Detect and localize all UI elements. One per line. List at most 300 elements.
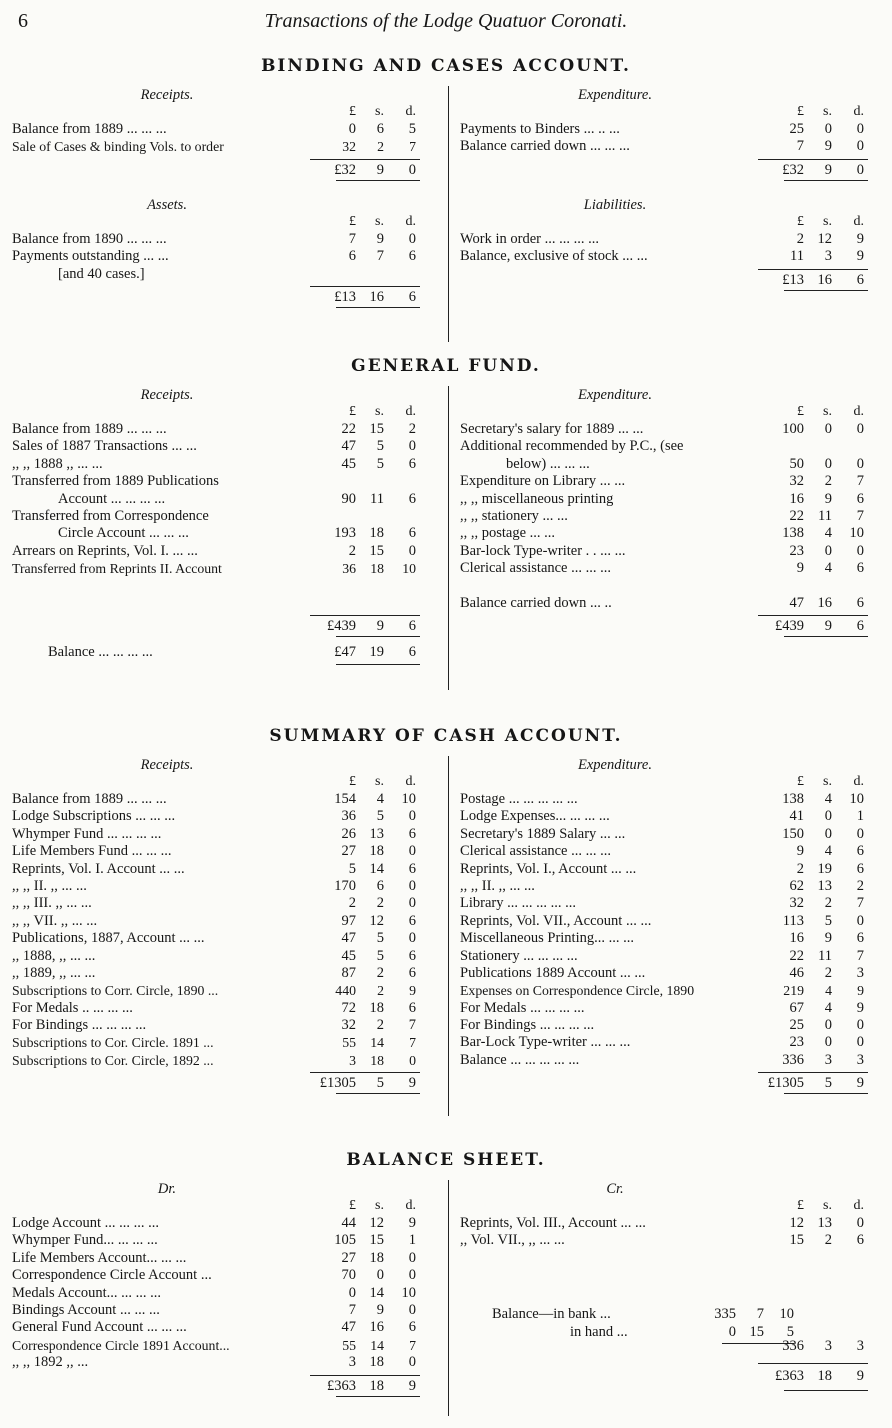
ledger-row (460, 913, 880, 930)
balance-sheet: BALANCE SHEET. Dr. £ s. d. Lodge Account ... ... ... ... 44 12 9 Whymper Fund... ... ... ... 105 15 1 Life Members Account... ... ... 27 18 0 Correspondence Circle Account ... 70 0 0 Medals Account... ... ... ... 0 14 10 Bindings Account ... ... ... 7 9 0 General Fund Account ... ... ... 47 16 6 Correspondence Circle 1891 Account... 55 14 7 ,, ,, 1892 ,, ... 3 18 0 £363 18 9 Cr. £ s. d. Reprints, Vol. III., Account ... ... 12 13 0 ,, Vol. VII., ,, ... ... 15 2 6 Balance—in bank ... 335 7 10 in hand ... 0 15 5 336 3 3 £363 18 9 (12, 1150, 880, 1418)
ledger-row (460, 861, 880, 878)
shillings: 4 (824, 560, 832, 577)
total-rule (310, 159, 420, 160)
row-label: Balance, exclusive of stock ... ... (460, 248, 648, 265)
double-rule (336, 1396, 420, 1397)
row-label: ,, Vol. VII., ,, ... ... (460, 1232, 565, 1249)
pence: 6 (408, 999, 416, 1016)
total-row (460, 156, 880, 182)
lsd-label: £ (797, 1198, 804, 1213)
ledger-row (460, 231, 880, 248)
ledger-row (460, 1215, 880, 1232)
pounds: 0 (348, 1284, 356, 1301)
lsd-label: s. (375, 774, 384, 789)
shillings: 0 (824, 542, 832, 559)
row-label: ,, ,, II. ,, ... ... (460, 877, 535, 894)
shillings: 2 (376, 895, 384, 912)
total-shillings: 5 (376, 1075, 384, 1092)
pounds: 9 (796, 843, 804, 860)
pence: 0 (856, 455, 864, 472)
pounds: 36 (342, 561, 356, 577)
row-label: Arrears on Reprints, Vol. I. ... ... (12, 542, 198, 559)
total-pence: 6 (856, 271, 864, 288)
pounds: 150 (782, 825, 804, 842)
lsd-label: £ (349, 104, 356, 119)
ledger-row (460, 1000, 880, 1017)
pounds: 87 (341, 964, 356, 981)
shillings: 16 (369, 1319, 384, 1336)
pounds: 0 (348, 121, 356, 137)
pence: 0 (856, 138, 864, 155)
pence: 6 (856, 490, 864, 507)
lsd-label: s. (375, 1198, 384, 1213)
pence: 0 (856, 825, 864, 842)
ledger-row (460, 982, 880, 999)
pounds: 11 (790, 248, 804, 265)
row-label: Bar-lock Type-writer . . ... ... (460, 542, 626, 559)
row-label: Whymper Fund... ... ... ... (12, 1232, 158, 1249)
row-label: Reprints, Vol. I. Account ... ... (12, 860, 185, 877)
total-rule (310, 615, 420, 616)
receipts-block (12, 86, 432, 182)
total-pounds: £32 (334, 161, 356, 178)
shillings: 4 (824, 525, 832, 542)
shillings: 0 (824, 808, 832, 825)
pence: 10 (849, 791, 864, 807)
section-title: SUMMARY OF CASH ACCOUNT. (269, 726, 623, 746)
total-pence: 0 (856, 161, 864, 178)
total-pence: 9 (408, 1377, 416, 1394)
row-label: Payments to Binders ... .. ... (460, 121, 620, 137)
ledger-row (460, 138, 880, 155)
shillings: 12 (369, 912, 384, 929)
pounds: 32 (342, 139, 356, 155)
ledger-row (460, 508, 880, 525)
shillings: 2 (376, 964, 384, 981)
row-label: ,, 1888, ,, ... ... (12, 947, 96, 964)
row-label: ,, ,, 1888 ,, ... ... (12, 455, 103, 472)
row-label: Subscriptions to Cor. Circle, 1892 ... (12, 1052, 214, 1068)
pounds: 22 (341, 421, 356, 437)
row-label: ,, ,, VII. ,, ... ... (12, 912, 98, 929)
pounds: 97 (341, 912, 356, 929)
ledger-row (460, 1017, 880, 1034)
debit-block (12, 1180, 432, 1398)
pence: 6 (408, 860, 416, 877)
pence: 6 (856, 860, 864, 877)
total-pence: 6 (408, 288, 416, 305)
pounds: 2 (348, 895, 356, 912)
column-heading: Receipts. (140, 387, 194, 403)
row-label: Secretary's 1889 Salary ... ... (460, 825, 626, 842)
running-title: Transactions of the Lodge Quatuor Coronati. (264, 10, 628, 32)
lsd-label: s. (823, 404, 832, 419)
shillings: 13 (817, 877, 832, 894)
receipts-block (12, 386, 432, 638)
pounds: 7 (796, 138, 804, 155)
row-label: For Bindings ... ... ... ... (460, 1017, 595, 1034)
ledger-row (460, 1034, 880, 1051)
pounds: 9 (796, 560, 804, 577)
pence: 9 (856, 999, 864, 1016)
pounds: 41 (789, 808, 804, 825)
shillings: 0 (824, 455, 832, 472)
pence: 1 (408, 1232, 416, 1249)
pence: 0 (408, 438, 416, 455)
shillings: 11 (818, 947, 832, 964)
pence: 3 (856, 1051, 864, 1068)
total-pounds: £1305 (767, 1075, 804, 1092)
row-label: Work in order ... ... ... ... (460, 230, 599, 247)
pence: 6 (408, 455, 416, 472)
pence: 10 (401, 1284, 416, 1301)
pounds: 47 (341, 438, 356, 455)
row-label: Balance ... ... ... ... ... (460, 1051, 580, 1068)
pounds: 55 (342, 1337, 356, 1353)
ledger-row (12, 248, 432, 265)
shillings: 0 (376, 1267, 384, 1284)
ledger-row (12, 965, 432, 982)
pounds: 32 (789, 473, 804, 490)
pence: 6 (408, 912, 416, 929)
pounds: 90 (341, 490, 356, 507)
shillings: 9 (824, 930, 832, 947)
ledger-row (12, 266, 432, 283)
lsd-label: s. (823, 1198, 832, 1213)
row-label: ,, ,, 1892 ,, ... (12, 1354, 89, 1371)
ledger-row (460, 578, 880, 595)
row-label: Publications 1889 Account ... ... (460, 964, 646, 981)
lsd-label: d. (853, 404, 864, 419)
pence: 6 (856, 930, 864, 947)
row-label: Medals Account... ... ... ... (12, 1284, 162, 1301)
column-heading: Expenditure. (578, 757, 652, 773)
credit-block (460, 1180, 880, 1250)
total-pounds: £439 (775, 618, 804, 635)
shillings: 9 (376, 230, 384, 247)
ledger-row (12, 1017, 432, 1034)
row-label: Payments outstanding ... ... (12, 248, 169, 265)
pounds: 170 (334, 877, 356, 894)
shillings: 9 (376, 1301, 384, 1318)
shillings: 18 (369, 1354, 384, 1371)
column-heading: Expenditure. (578, 387, 652, 403)
shillings: 18 (369, 843, 384, 860)
pounds: 50 (789, 455, 804, 472)
ledger-row (12, 508, 432, 525)
lsd-label: s. (375, 404, 384, 419)
pounds: 23 (789, 1034, 804, 1051)
pounds: 2 (796, 860, 804, 877)
pounds: 113 (782, 912, 804, 929)
column-heading: Liabilities. (583, 196, 647, 213)
pounds: 440 (335, 983, 356, 999)
total-rule (758, 159, 868, 160)
shillings: 18 (370, 1052, 384, 1068)
ledger-row (460, 121, 880, 138)
pence: 9 (856, 230, 864, 247)
ledger-row (460, 791, 880, 808)
shillings: 13 (369, 825, 384, 842)
shillings: 15 (369, 421, 384, 437)
total-rule (310, 1375, 420, 1376)
row-label: Subscriptions to Cor. Circle. 1891 ... (12, 1035, 214, 1051)
summary-cash-account (12, 726, 880, 1118)
row-label: Whymper Fund ... ... ... ... (12, 825, 162, 842)
total-shillings: 9 (376, 618, 384, 635)
row-label: Stationery ... ... ... ... (460, 947, 578, 964)
ledger-row (12, 930, 432, 947)
ledger-row (460, 826, 880, 843)
expenditure-block (460, 86, 880, 182)
shillings: 2 (824, 895, 832, 912)
ledger-row (12, 913, 432, 930)
row-label: Bindings Account ... ... ... (12, 1301, 160, 1318)
row-label: For Medals ... ... ... ... (460, 999, 585, 1016)
pounds: 3 (348, 1354, 356, 1371)
pence: 7 (856, 947, 864, 964)
pence: 0 (408, 230, 416, 247)
assets-block (12, 196, 432, 309)
row-label: Transferred from Correspondence (12, 507, 209, 524)
total-shillings: 16 (817, 271, 832, 288)
total-values (12, 617, 432, 635)
row-label: Life Members Fund ... ... ... (12, 843, 172, 860)
ledger-row (12, 895, 432, 912)
ledger-row (460, 1232, 880, 1249)
lsd-label: £ (797, 774, 804, 789)
double-rule (336, 307, 420, 308)
total-pounds: £1305 (319, 1075, 356, 1092)
pence: 0 (856, 542, 864, 559)
ledger-row (12, 473, 432, 490)
pence: 0 (408, 542, 416, 559)
row-label: ,, ,, stationery ... ... (460, 507, 568, 524)
pence: 10 (402, 561, 416, 577)
pence: 6 (408, 525, 416, 542)
pounds: 27 (341, 1249, 356, 1266)
total-values (12, 161, 432, 179)
shillings: 13 (817, 1215, 832, 1231)
row-label: Transferred from Reprints II. Account (12, 561, 222, 577)
total-row (12, 612, 432, 638)
row-label: Secretary's salary for 1889 ... ... (460, 421, 644, 437)
ledger-row (12, 861, 432, 878)
ledger-row (460, 595, 880, 612)
shillings: 6 (376, 121, 384, 137)
ledger-row (12, 1232, 432, 1249)
pence: 1 (856, 808, 864, 825)
lsd-label: £ (349, 774, 356, 789)
lsd-label: s. (823, 104, 832, 119)
ledger-row (460, 543, 880, 560)
total-rule (758, 269, 868, 270)
column-heading: Receipts. (140, 757, 194, 773)
section-title: BINDING AND CASES ACCOUNT. (261, 56, 631, 76)
ledger-row (12, 1250, 432, 1267)
shillings: 3 (824, 248, 832, 265)
row-label: Reprints, Vol. VII., Account ... ... (460, 912, 652, 929)
shillings: 4 (824, 999, 832, 1016)
pence: 2 (856, 877, 864, 894)
row-label: ,, ,, miscellaneous printing (460, 490, 614, 507)
ledger-row (12, 791, 432, 808)
ledger-row (12, 1215, 432, 1232)
ledger-row (12, 982, 432, 999)
lsd-label: £ (797, 104, 804, 119)
shillings: 14 (370, 1337, 384, 1353)
total-row (12, 1372, 432, 1398)
pence: 0 (408, 895, 416, 912)
total-pence: 6 (856, 618, 864, 635)
double-rule (336, 636, 420, 637)
total-pounds: £439 (327, 618, 356, 635)
row-label: Additional recommended by P.C., (see (460, 438, 684, 455)
pounds: 138 (782, 791, 804, 807)
pence: 7 (856, 895, 864, 912)
total-row (460, 266, 880, 292)
pounds: 7 (348, 230, 356, 247)
pounds: 27 (341, 843, 356, 860)
row-label: Balance from 1889 ... ... ... (12, 121, 167, 137)
shillings: 2 (377, 983, 384, 999)
total-pounds: £13 (334, 288, 356, 305)
pence: 6 (856, 594, 864, 611)
total-values (12, 288, 432, 306)
pounds: 15 (789, 1232, 804, 1249)
row-label: For Medals .. ... ... ... (12, 999, 133, 1016)
shillings: 0 (824, 1034, 832, 1051)
total-row (12, 1069, 432, 1095)
pounds: 3 (349, 1052, 356, 1068)
total-values (12, 1377, 432, 1395)
ledger-row (460, 948, 880, 965)
pounds: 16 (789, 490, 804, 507)
lsd-label: d. (405, 213, 416, 229)
lsd-header (12, 774, 432, 791)
shillings: 5 (376, 947, 384, 964)
column-heading: Expenditure. (578, 87, 652, 103)
ledger-row (12, 1337, 432, 1354)
ledger-row (12, 1052, 432, 1069)
pounds: 47 (789, 594, 804, 611)
pounds: 26 (341, 825, 356, 842)
binding-cases-account (12, 56, 880, 344)
ledger-row (12, 826, 432, 843)
balance-row: Balance ... ... ... ... £47 19 6 (48, 644, 416, 661)
pounds: 22 (789, 507, 804, 524)
ledger-row (12, 138, 432, 155)
pence: 7 (856, 473, 864, 490)
row-label: Circle Account ... ... ... (58, 525, 189, 542)
pounds: 47 (341, 1319, 356, 1336)
row-label: Balance from 1889 ... ... ... (12, 421, 167, 437)
pence: 0 (408, 808, 416, 825)
pence: 0 (856, 1034, 864, 1051)
ledger-row (12, 808, 432, 825)
total-pounds: £13 (782, 271, 804, 288)
row-label: Correspondence Circle Account ... (12, 1267, 212, 1284)
pounds: 70 (341, 1267, 356, 1284)
row-label: ,, ,, postage ... ... (460, 525, 556, 542)
shillings: 5 (824, 912, 832, 929)
total-row (460, 1069, 880, 1095)
total-values (460, 1074, 880, 1092)
ledger-row (12, 543, 432, 560)
pence: 5 (408, 121, 416, 137)
pence: 0 (408, 1354, 416, 1371)
row-label: Subscriptions to Corr. Circle, 1890 ... (12, 983, 219, 999)
pence: 7 (856, 507, 864, 524)
shillings: 5 (376, 438, 384, 455)
row-label: ,, 1889, ,, ... ... (12, 964, 96, 981)
total-pence: 9 (408, 1075, 416, 1092)
pounds: 7 (348, 1301, 356, 1318)
shillings: 18 (370, 561, 384, 577)
row-label: Balance carried down ... .. (460, 594, 612, 611)
shillings: 16 (817, 594, 832, 611)
pence: 6 (408, 825, 416, 842)
double-rule (336, 180, 420, 181)
lsd-label: d. (853, 213, 864, 229)
pounds: 2 (796, 230, 804, 247)
total-values (12, 1074, 432, 1092)
pounds: 23 (789, 542, 804, 559)
lsd-label: s. (823, 213, 832, 229)
pounds: 32 (789, 895, 804, 912)
pounds: 336 (782, 1051, 804, 1068)
pence: 6 (408, 947, 416, 964)
shillings: 14 (369, 1284, 384, 1301)
ledger-row (12, 1000, 432, 1017)
pence: 0 (408, 1249, 416, 1266)
ledger-row (12, 1285, 432, 1302)
expenditure-block (460, 756, 880, 1095)
ledger-row (460, 930, 880, 947)
pence: 6 (408, 964, 416, 981)
lsd-label: s. (823, 774, 832, 789)
pounds: 12 (789, 1215, 804, 1231)
pounds: 5 (348, 860, 356, 877)
total-pence: 9 (856, 1075, 864, 1092)
total-row (12, 156, 432, 182)
row-label: Expenses on Correspondence Circle, 1890 (460, 983, 695, 999)
double-rule (784, 636, 868, 637)
total-shillings: 9 (824, 618, 832, 635)
column-heading: Dr. (157, 1181, 177, 1197)
lsd-header (460, 214, 880, 231)
shillings: 4 (824, 843, 832, 860)
ledger-row (12, 438, 432, 455)
pence: 7 (409, 1035, 416, 1051)
pence: 0 (408, 930, 416, 947)
pounds: 44 (341, 1215, 356, 1231)
shillings: 12 (817, 230, 832, 247)
lsd-label: d. (405, 1198, 416, 1213)
pounds: 55 (342, 1035, 356, 1051)
general-fund (12, 356, 880, 692)
shillings: 18 (369, 525, 384, 542)
double-rule (784, 290, 868, 291)
pence: 6 (408, 248, 416, 265)
total-values (460, 161, 880, 179)
lsd-label: d. (405, 404, 416, 419)
shillings: 2 (824, 473, 832, 490)
shillings: 14 (369, 860, 384, 877)
double-rule (784, 1093, 868, 1094)
ledger-row (12, 1034, 432, 1051)
row-label: below) ... ... ... (506, 455, 590, 472)
